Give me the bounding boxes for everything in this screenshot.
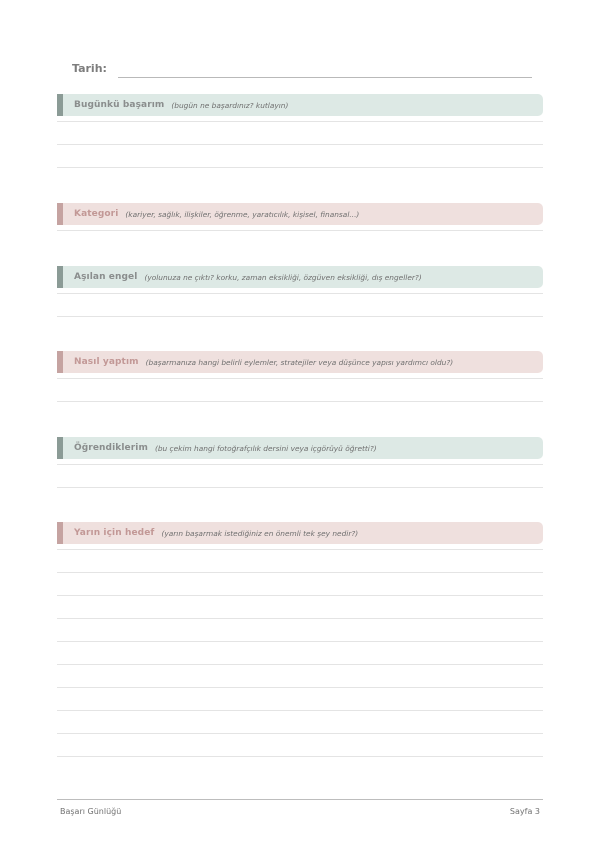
writing-line[interactable] <box>57 144 543 145</box>
section-hint: (başarmanıza hangi belirli eylemler, stratejiler veya düşünce yapısı yardımcı oldu?) <box>145 357 454 367</box>
writing-line[interactable] <box>57 549 543 550</box>
writing-line[interactable] <box>57 572 543 573</box>
section-title: Kategori <box>74 209 119 219</box>
section-1 <box>57 94 543 168</box>
section-title: Yarın için hedef <box>74 528 155 538</box>
section-header <box>57 203 543 225</box>
writing-line[interactable] <box>57 401 543 402</box>
writing-line[interactable] <box>57 293 543 294</box>
section-hint: (bu çekim hangi fotoğrafçılık dersini veya içgörüyü öğretti?) <box>154 443 377 453</box>
section-header <box>57 522 543 544</box>
writing-line[interactable] <box>57 618 543 619</box>
writing-line[interactable] <box>57 687 543 688</box>
section-header <box>57 351 543 373</box>
writing-line[interactable] <box>57 733 543 734</box>
section-6 <box>57 522 543 757</box>
section-title: Aşılan engel <box>74 272 138 282</box>
section-header <box>57 266 543 288</box>
writing-line[interactable] <box>57 316 543 317</box>
section-3 <box>57 266 543 317</box>
section-hint: (kariyer, sağlık, ilişkiler, öğrenme, yaratıcılık, kişisel, finansal...) <box>125 209 360 219</box>
writing-line[interactable] <box>57 756 543 757</box>
date-input-line[interactable] <box>118 77 532 78</box>
date-label: Tarih: <box>72 62 107 75</box>
section-accent <box>57 203 63 225</box>
footer-divider <box>57 799 543 800</box>
writing-line[interactable] <box>57 121 543 122</box>
footer-page-number: Sayfa 3 <box>509 807 540 816</box>
section-5 <box>57 437 543 488</box>
writing-line[interactable] <box>57 378 543 379</box>
section-accent <box>57 437 63 459</box>
section-accent <box>57 522 63 544</box>
section-header <box>57 437 543 459</box>
writing-line[interactable] <box>57 464 543 465</box>
section-title: Bugünkü başarım <box>74 100 165 110</box>
section-accent <box>57 266 63 288</box>
section-hint: (yarın başarmak istediğiniz en önemli tek şey nedir?) <box>161 528 359 538</box>
footer-journal-name: Başarı Günlüğü <box>60 807 122 816</box>
section-hint: (yolunuza ne çıktı? korku, zaman eksikliği, özgüven eksikliği, dış engeller?) <box>144 272 422 282</box>
writing-line[interactable] <box>57 167 543 168</box>
writing-line[interactable] <box>57 487 543 488</box>
section-accent <box>57 94 63 116</box>
section-title: Öğrendiklerim <box>74 443 148 453</box>
date-row <box>72 62 532 80</box>
section-title: Nasıl yaptım <box>74 357 139 367</box>
section-header <box>57 94 543 116</box>
writing-line[interactable] <box>57 230 543 231</box>
section-accent <box>57 351 63 373</box>
section-2 <box>57 203 543 231</box>
writing-line[interactable] <box>57 595 543 596</box>
section-hint: (bugün ne başardınız? kutlayın) <box>171 100 289 110</box>
writing-line[interactable] <box>57 710 543 711</box>
writing-line[interactable] <box>57 641 543 642</box>
section-4 <box>57 351 543 402</box>
writing-line[interactable] <box>57 664 543 665</box>
